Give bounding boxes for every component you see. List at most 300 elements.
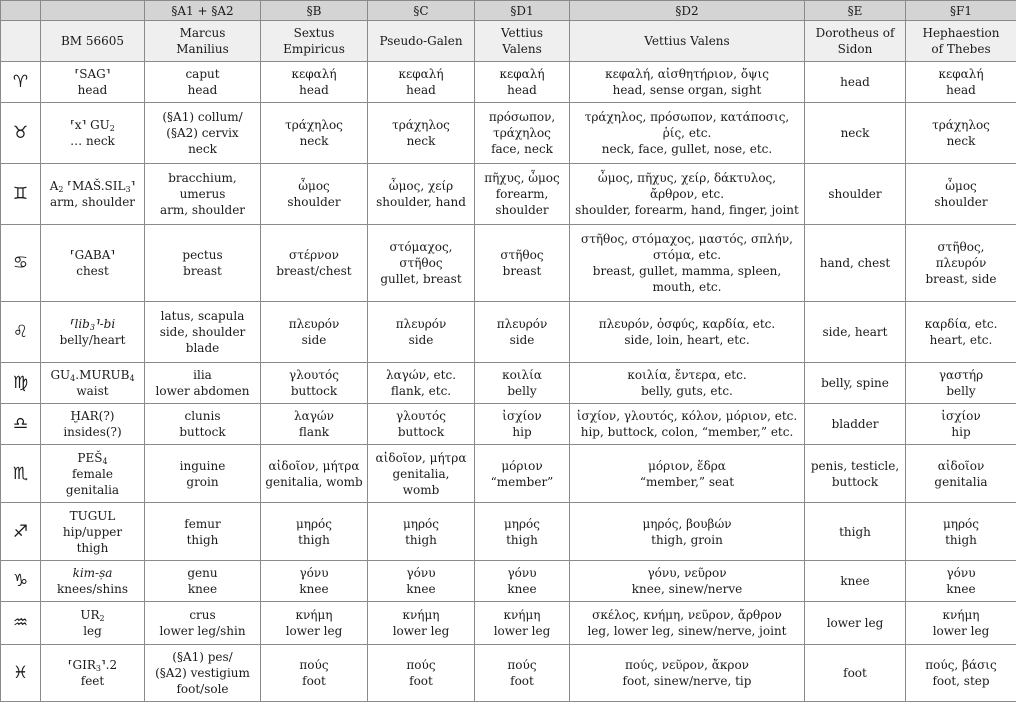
cell-line: knee <box>187 582 218 596</box>
table-cell <box>570 62 805 103</box>
cell-line: foot, sinew/nerve, tip <box>622 674 752 688</box>
cell-line: στῆθος, <box>937 240 985 254</box>
cell-line: side, loin, heart, etc. <box>624 333 750 347</box>
table-cell <box>570 302 805 363</box>
cell-line: knee <box>946 582 976 596</box>
cell-line: knee <box>299 582 329 596</box>
cell-line: genu <box>187 566 218 580</box>
table-cell <box>805 561 906 602</box>
cell-line: genitalia, <box>392 466 450 481</box>
zodiac-row-leo <box>1 302 1016 363</box>
author-line: Empiricus <box>283 42 345 56</box>
cell-line: hip <box>951 425 971 439</box>
cell-line: pectus <box>182 248 223 262</box>
section-header-cell: §C <box>368 1 475 21</box>
cell-line: insides(?) <box>63 425 122 439</box>
cell-line: πούς <box>507 658 537 672</box>
cell-line: neck <box>840 126 870 140</box>
cell-line: side <box>408 333 434 347</box>
cell-line: σκέλος, κνήμη, νεῦρον, ἄρθρον <box>592 608 782 622</box>
table-cell <box>261 62 368 103</box>
cell-line: shoulder, hand <box>376 195 466 209</box>
table-cell <box>906 645 1016 702</box>
cell-line: thigh <box>945 532 977 547</box>
cell-line: ὦμος, χείρ <box>388 179 454 193</box>
cell-line: feet <box>80 674 105 688</box>
cell-line: arm, shoulder <box>49 195 136 209</box>
cell-line: genitalia, womb <box>265 474 363 489</box>
author-cell <box>1 21 41 62</box>
table-cell <box>368 561 475 602</box>
table-cell <box>261 164 368 225</box>
cell-line: μηρός <box>403 516 439 531</box>
table-cell <box>475 164 570 225</box>
cell-line: foot, step <box>932 674 990 688</box>
zodiac-row-gemini <box>1 164 1016 225</box>
zodiac-row-aries <box>1 62 1016 103</box>
cell-line: στόμα, etc. <box>652 248 722 262</box>
section-header-cell: §A1 + §A2 <box>145 1 261 21</box>
cell-line: κνήμη <box>295 608 333 622</box>
cell-line: πλευρόν, ὀσφύς, καρδία, etc. <box>598 317 776 331</box>
cell-line: flank <box>298 425 330 439</box>
cell-line: thigh, groin <box>651 532 723 547</box>
table-cell <box>570 602 805 645</box>
table-cell <box>41 561 145 602</box>
section-header-cell: §F1 <box>906 1 1016 21</box>
table-cell <box>475 645 570 702</box>
table-cell <box>805 363 906 404</box>
table-cell <box>261 103 368 164</box>
author-line: Vettius <box>500 26 544 40</box>
cell-line: ὦμος <box>945 179 977 193</box>
table-cell <box>261 561 368 602</box>
table-cell <box>906 164 1016 225</box>
cell-line: womb <box>402 482 440 497</box>
cell-line: shoulder, forearm, hand, finger, joint <box>575 203 799 217</box>
cell-line: στῆθος <box>500 248 544 262</box>
table-cell <box>145 225 261 302</box>
table-cell <box>145 645 261 702</box>
table-cell <box>475 602 570 645</box>
table-cell <box>368 103 475 164</box>
author-cell <box>570 21 805 62</box>
cell-line: στῆθος <box>399 256 443 270</box>
cell-line: κεφαλή, αἰσθητήριον, ὄψις <box>605 67 769 81</box>
cell-line: buttock <box>831 474 879 489</box>
table-cell <box>261 602 368 645</box>
table-cell <box>906 103 1016 164</box>
cell-line: μηρός, βουβών <box>642 516 732 531</box>
cell-line: foot <box>510 674 534 688</box>
zodiac-row-cancer <box>1 225 1016 302</box>
table-cell <box>368 164 475 225</box>
table-cell <box>145 164 261 225</box>
cell-line: lower leg <box>392 624 450 638</box>
cell-line: ⸢GABA⸣ <box>69 248 116 262</box>
cell-line: kim-ṣa <box>72 566 113 580</box>
aquarius-icon: ♒ <box>1 602 41 645</box>
table-cell <box>906 363 1016 404</box>
table-cell <box>906 404 1016 445</box>
cell-line: τράχηλος <box>493 126 551 140</box>
author-cell <box>475 21 570 62</box>
cell-line: breast, gullet, mamma, spleen, <box>592 264 782 278</box>
cell-line: γόνυ <box>946 566 976 580</box>
table-cell <box>570 503 805 561</box>
zodiac-row-pisces <box>1 645 1016 702</box>
table-cell <box>368 363 475 404</box>
table-cell <box>145 503 261 561</box>
cell-line: κνήμη <box>402 608 440 622</box>
cell-line: στέρνον <box>289 248 339 262</box>
cell-line: neck <box>299 134 329 148</box>
cell-line: $⸢GIR_3⸣.2$ <box>67 658 118 673</box>
cell-line: bladder <box>831 417 879 431</box>
table-cell <box>805 602 906 645</box>
cell-line: thigh <box>506 532 538 547</box>
cell-line: genitalia <box>65 482 120 497</box>
table-cell <box>261 302 368 363</box>
cell-line: αἰδοῖον, μήτρα <box>268 458 360 473</box>
cell-line: ἰσχίον <box>941 409 981 423</box>
cell-line: γόνυ <box>299 566 329 580</box>
cell-line: bracchium, <box>168 171 237 185</box>
table-cell <box>368 602 475 645</box>
author-cell <box>145 21 261 62</box>
cell-line: thigh <box>76 540 109 555</box>
table-cell <box>368 225 475 302</box>
cell-line: ⸢lib$_3$⸣-bi <box>69 317 116 332</box>
cell-line: head <box>946 83 976 97</box>
cell-line: TUGUL <box>69 508 116 523</box>
cell-line: γόνυ <box>406 566 436 580</box>
table-cell <box>805 164 906 225</box>
section-header-cell: §B <box>261 1 368 21</box>
cell-line: breast <box>502 264 542 278</box>
table-cell <box>261 503 368 561</box>
cell-line: πλευρόν <box>395 317 447 331</box>
capricorn-icon: ♑ <box>1 561 41 602</box>
zodiac-row-libra <box>1 404 1016 445</box>
author-header-row <box>1 21 1016 62</box>
table-cell <box>906 561 1016 602</box>
author-line: Vettius Valens <box>644 34 730 48</box>
author-line: Marcus <box>179 26 226 40</box>
cell-line: thigh <box>298 532 330 547</box>
cell-line: κνήμη <box>942 608 980 622</box>
cell-line: belly, spine <box>821 376 889 390</box>
cell-line: hand, chest <box>819 256 891 270</box>
zodiac-row-capricorn <box>1 561 1016 602</box>
table-cell <box>906 602 1016 645</box>
table-cell <box>145 103 261 164</box>
cell-line: lower leg <box>285 624 343 638</box>
table-cell <box>475 561 570 602</box>
cell-line: waist <box>76 384 109 398</box>
cell-line: caput <box>185 67 220 81</box>
cell-line: τράχηλος <box>392 118 450 132</box>
table-cell <box>145 561 261 602</box>
table-cell <box>368 404 475 445</box>
table-cell <box>261 225 368 302</box>
cell-line: πλευρόν <box>496 317 548 331</box>
table-cell <box>475 62 570 103</box>
cell-line: flank, etc. <box>390 384 452 398</box>
author-cell <box>805 21 906 62</box>
author-line: Sextus <box>293 26 335 40</box>
table-cell <box>261 404 368 445</box>
cell-line: latus, scapula <box>160 309 245 323</box>
cell-line: head <box>406 83 436 97</box>
table-cell <box>570 445 805 503</box>
section-header-cell: §D2 <box>570 1 805 21</box>
cell-line: foot/sole <box>176 682 229 696</box>
table-cell <box>805 225 906 302</box>
cell-line: $UR_2$ <box>80 608 105 623</box>
table-cell <box>41 103 145 164</box>
cell-line: arm, shoulder <box>159 203 246 217</box>
cell-line: κεφαλή <box>499 67 545 81</box>
author-line: Pseudo-Galen <box>379 34 463 48</box>
table-cell <box>805 445 906 503</box>
table-cell <box>41 225 145 302</box>
cell-line: head <box>77 83 108 97</box>
cell-line: hip/upper <box>62 524 123 539</box>
table-cell <box>805 404 906 445</box>
cell-line: ὦμος, πῆχυς, χείρ, δάκτυλος, <box>597 171 777 185</box>
table-cell <box>41 62 145 103</box>
cell-line: lower leg <box>932 624 990 638</box>
cell-line: buttock <box>179 425 226 439</box>
cell-line: λαγών <box>294 409 334 423</box>
zodiac-row-taurus <box>1 103 1016 164</box>
table-cell <box>145 602 261 645</box>
cell-line: ilia <box>193 368 212 382</box>
table-cell <box>475 225 570 302</box>
table-cell <box>805 645 906 702</box>
cell-line: γόνυ, νεῦρον <box>647 566 727 580</box>
cell-line: lower leg <box>493 624 551 638</box>
cell-line: mouth, etc. <box>652 280 722 294</box>
author-line: Hephaestion <box>922 26 1000 40</box>
cell-line: μόριον <box>501 458 543 473</box>
cell-line: head <box>187 83 218 97</box>
table-cell <box>906 503 1016 561</box>
cell-line: breast <box>183 264 222 278</box>
cell-line: (§A1) collum/ <box>162 110 243 124</box>
author-line: BM 56605 <box>60 34 125 48</box>
cell-line: αἰδοῖον, μήτρα <box>375 450 467 465</box>
section-header-cell: §D1 <box>475 1 570 21</box>
author-cell <box>906 21 1016 62</box>
cell-line: κεφαλή <box>398 67 444 81</box>
cell-line: γαστήρ <box>938 368 984 382</box>
cell-line: inguine <box>179 458 226 473</box>
cell-line: ἰσχίον <box>502 409 542 423</box>
virgo-icon: ♍ <box>1 363 41 404</box>
cell-line: femur <box>184 516 221 531</box>
cell-line: breast, side <box>925 272 997 286</box>
cell-line: buttock <box>397 425 445 439</box>
table-cell <box>41 164 145 225</box>
table-cell <box>41 445 145 503</box>
cell-line: shoulder <box>828 187 882 201</box>
cell-line: ⸢x⸣ $GU_2$ <box>70 118 115 133</box>
cell-line: μηρός <box>943 516 979 531</box>
cell-line: μηρός <box>296 516 332 531</box>
pisces-icon: ♓ <box>1 645 41 702</box>
cell-line: chest <box>76 264 109 278</box>
author-cell <box>261 21 368 62</box>
cell-line: λαγών, etc. <box>385 368 457 382</box>
cell-line: ḪAR(?) <box>70 409 115 423</box>
taurus-icon: ♉ <box>1 103 41 164</box>
cell-line: side, shoulder <box>159 325 246 339</box>
cell-line: $A_2$ $⸢MAŠ.SIL_3⸣$ <box>49 179 136 194</box>
cell-line: ἰσχίον, γλουτός, κόλον, μόριον, etc. <box>576 409 798 423</box>
cell-line: $GU_4.MURUB_4$ <box>50 368 135 383</box>
cell-line: ⸢SAG⸣ <box>74 67 111 81</box>
cell-line: hip <box>512 425 532 439</box>
table-cell <box>261 445 368 503</box>
author-line: Manilius <box>176 42 229 56</box>
table-cell <box>368 503 475 561</box>
cell-line: αἰδοῖον <box>937 458 985 473</box>
cell-line: μόριον, ἕδρα <box>648 458 726 473</box>
table-cell <box>805 503 906 561</box>
sagittarius-icon: ♐ <box>1 503 41 561</box>
cell-line: κεφαλή <box>291 67 337 81</box>
table-cell <box>41 645 145 702</box>
author-line: Valens <box>502 42 542 56</box>
table-cell <box>145 302 261 363</box>
section-header-cell <box>41 1 145 21</box>
cell-line: καρδία, etc. <box>924 317 998 331</box>
cell-line: lower leg <box>826 616 884 630</box>
table-cell <box>145 62 261 103</box>
cell-line: side <box>509 333 535 347</box>
cell-line: face, neck <box>491 142 553 156</box>
table-cell <box>41 602 145 645</box>
table-cell <box>570 645 805 702</box>
cell-line: ἄρθρον, etc. <box>649 187 725 201</box>
cell-line: lower abdomen <box>155 384 250 398</box>
table-cell <box>570 363 805 404</box>
cell-line: τράχηλος, πρόσωπον, κατάποσις, <box>584 110 790 124</box>
section-header-cell <box>1 1 41 21</box>
cell-line: (§A2) cervix <box>166 126 239 140</box>
author-line: Sidon <box>837 42 873 56</box>
table-cell <box>906 445 1016 503</box>
cell-line: lower leg/shin <box>159 624 246 638</box>
cell-line: belly, guts, etc. <box>641 384 733 398</box>
cell-line: breast/chest <box>276 264 352 278</box>
cell-line: neck, face, gullet, nose, etc. <box>601 142 773 156</box>
cell-line: belly <box>507 384 537 398</box>
cell-line: πῆχυς, ὦμος <box>484 171 560 185</box>
cell-line: κεφαλή <box>938 67 984 81</box>
cell-line: στῆθος, στόμαχος, μαστός, σπλήν, <box>581 232 793 246</box>
cell-line: knee <box>507 582 537 596</box>
table-cell <box>475 503 570 561</box>
cell-line: $PEŠ_4$ <box>77 450 108 466</box>
cell-line: head, sense organ, sight <box>612 83 762 97</box>
cell-line: clunis <box>184 409 221 423</box>
cell-line: γλουτός <box>289 368 339 382</box>
table-cell <box>261 645 368 702</box>
cell-line: groin <box>186 474 219 489</box>
cell-line: foot <box>843 666 867 680</box>
cell-line: shoulder <box>287 195 341 209</box>
cell-line: γόνυ <box>507 566 537 580</box>
cell-line: thigh <box>839 524 871 539</box>
cell-line: shoulder <box>495 203 549 217</box>
table-cell <box>906 62 1016 103</box>
cell-line: knee <box>406 582 436 596</box>
table-cell <box>41 302 145 363</box>
cell-line: πούς, βάσις <box>925 658 997 672</box>
table-cell <box>145 363 261 404</box>
cell-line: umerus <box>179 187 226 201</box>
cell-line: ὦμος <box>298 179 330 193</box>
cell-line: ῥίς, etc. <box>662 126 712 140</box>
table-cell <box>475 445 570 503</box>
cell-line: head <box>840 75 870 89</box>
gemini-icon: ♊ <box>1 164 41 225</box>
table-cell <box>475 404 570 445</box>
section-header-cell: §E <box>805 1 906 21</box>
table-cell <box>570 103 805 164</box>
cell-line: head <box>507 83 537 97</box>
cell-line: πλευρόν <box>288 317 340 331</box>
zodiac-row-sagittarius <box>1 503 1016 561</box>
cell-line: knee <box>840 574 870 588</box>
libra-icon: ♎ <box>1 404 41 445</box>
cell-line: foot <box>302 674 326 688</box>
cell-line: πρόσωπον, <box>488 110 556 124</box>
cell-line: penis, testicle, <box>810 458 900 473</box>
cell-line: thigh <box>186 532 219 547</box>
cell-line: κοιλία, ἔντερα, etc. <box>627 368 747 382</box>
table-cell <box>368 445 475 503</box>
cell-line: neck <box>406 134 436 148</box>
cell-line: μηρός <box>504 516 540 531</box>
table-cell <box>41 404 145 445</box>
cell-line: (§A2) vestigium <box>155 666 250 680</box>
author-line: Dorotheus of <box>815 26 895 40</box>
cell-line: πούς, νεῦρον, ἄκρον <box>625 658 749 672</box>
cell-line: τράχηλος <box>932 118 990 132</box>
cell-line: heart, etc. <box>929 333 993 347</box>
cell-line: “member,” seat <box>639 474 735 489</box>
cell-line: leg <box>83 624 102 638</box>
table-cell <box>906 225 1016 302</box>
cell-line: crus <box>189 608 216 622</box>
cell-line: shoulder <box>934 195 988 209</box>
table-cell <box>145 445 261 503</box>
table-cell <box>368 302 475 363</box>
cell-line: gullet, breast <box>380 272 462 286</box>
cell-line: πούς <box>406 658 436 672</box>
cell-line: στόμαχος, <box>389 240 453 254</box>
cell-line: belly <box>946 384 976 398</box>
cell-line: πούς <box>299 658 329 672</box>
table-cell <box>475 103 570 164</box>
cell-line: forearm, <box>495 187 549 201</box>
leo-icon: ♌ <box>1 302 41 363</box>
section-header-row <box>1 1 1016 21</box>
